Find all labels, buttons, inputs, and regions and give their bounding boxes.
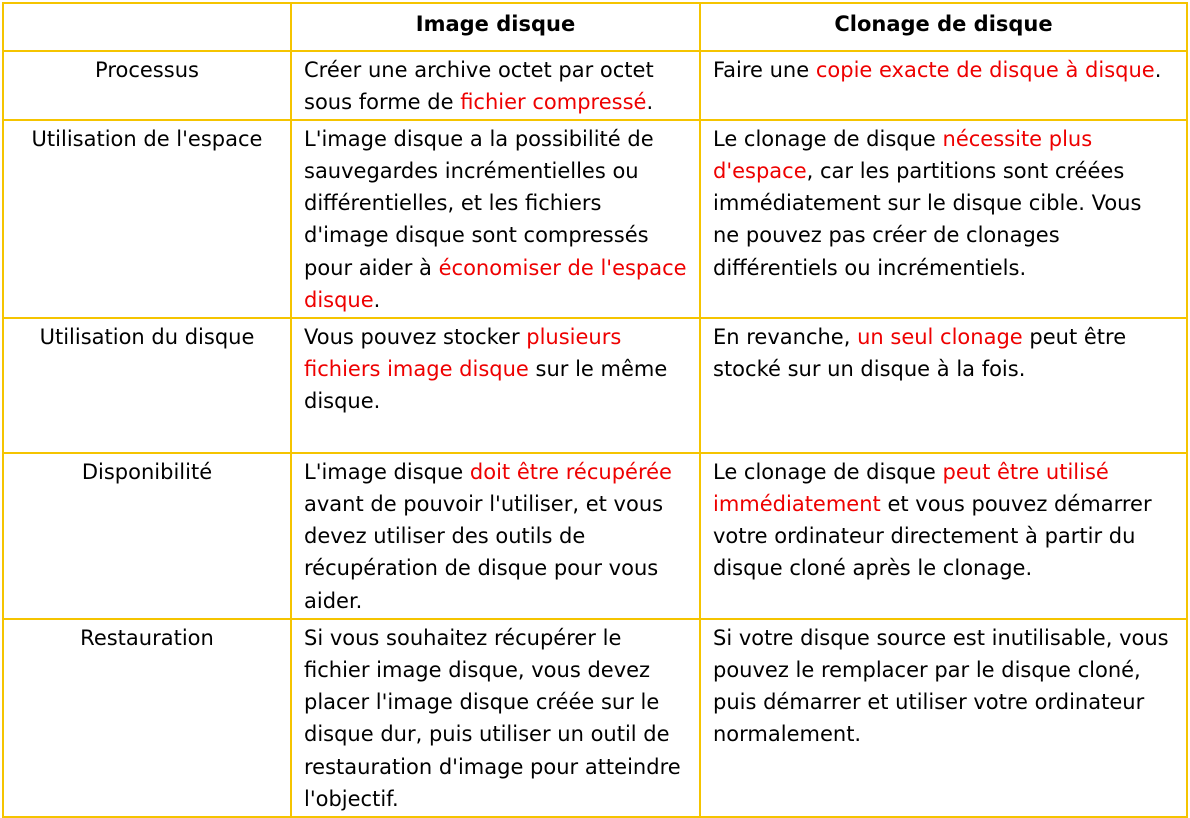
header-clonage-de-disque: Clonage de disque [700,3,1187,51]
cell-text: avant de pouvoir l'utiliser, et vous devez utiliser des outils de récupération de disque pour vous aider. [304,491,664,613]
cell-text: peut être stocké sur un disque à la fois. [713,324,1127,381]
highlighted-text: un seul clonage [857,324,1023,349]
row-label: Disponibilité [3,453,291,619]
cell-text: et vous pouvez démarrer votre ordinateur directement à partir du disque cloné après le clonage. [713,491,1152,581]
image-disque-cell [291,120,700,318]
cell-text: Faire une [713,58,816,82]
cell-text: . [1154,58,1162,82]
table-row-restauration [3,619,1187,817]
cell-text: . [646,90,654,115]
cell-text: sur le même disque. [304,356,668,414]
table-row-utilisation-disque [3,318,1187,453]
image-disque-cell [291,318,700,453]
cell-text: Créer une archive octet par octet sous forme de [304,58,654,115]
cell-text: , car les partitions sont créées immédiatement sur le disque cible. Vous ne pouvez pas créer de clonages différentiels ou incrémentiels. [713,158,1142,280]
cell-text: Le clonage de disque [713,126,943,151]
clonage-cell [700,453,1187,619]
image-disque-cell [291,619,700,817]
table-row-utilisation-espace [3,120,1187,318]
header-empty-cell [3,3,291,51]
cell-text: L'image disque a la possibilité de sauvegardes incrémentielles ou différentielles, et les fichiers d'image disque sont compressés pour aider à [304,126,654,280]
highlighted-text: peut être utilisé immédiatement [713,459,1109,516]
cell-text: En revanche, [713,324,858,349]
comparison-table [2,2,1188,818]
highlighted-text: copie exacte de disque à disque [815,58,1155,82]
cell-text: . [373,288,381,313]
row-label: Utilisation du disque [3,318,291,453]
cell-text: L'image disque [304,459,470,484]
clonage-cell [700,51,1187,120]
clonage-cell [700,318,1187,453]
row-label: Processus [3,51,291,120]
table-row-disponibilite [3,453,1187,619]
row-label: Utilisation de l'espace [3,120,291,318]
clonage-cell [700,120,1187,318]
highlighted-text: économiser de l'espace disque [304,255,687,313]
highlighted-text: plusieurs fichiers image disque [304,324,622,381]
highlighted-text: doit être récupérée [469,459,672,484]
image-disque-cell [291,51,700,120]
clonage-cell [700,619,1187,817]
image-disque-cell [291,453,700,619]
table-row-processus [3,51,1187,120]
row-label: Restauration [3,619,291,817]
cell-text: Si votre disque source est inutilisable, vous pouvez le remplacer par le disque cloné, puis démarrer et utiliser votre ordinateur normalement. [713,625,1169,747]
cell-text: Si vous souhaitez récupérer le fichier image disque, vous devez placer l'image disque créée sur le disque dur, puis utiliser un outil de restauration d'image pour atteindre l'objectif. [304,625,681,812]
highlighted-text: nécessite plus d'espace [713,126,1093,183]
header-row [3,3,1187,51]
cell-text: Vous pouvez stocker [304,324,527,349]
header-image-disque: Image disque [291,3,700,51]
highlighted-text: fichier compressé [460,90,647,115]
cell-text: Le clonage de disque [713,459,943,484]
